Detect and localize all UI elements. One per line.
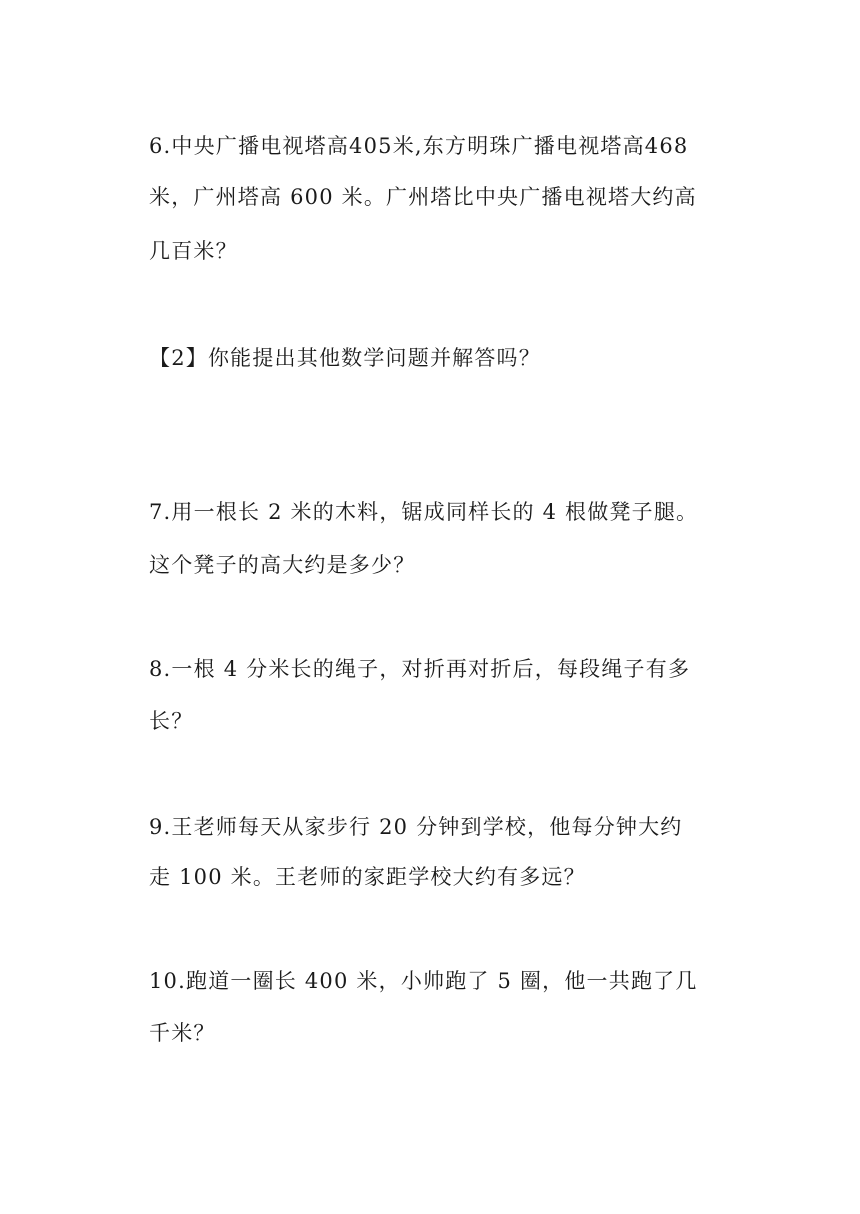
question-10-line-1: 10.跑道一圈长 400 米，小帅跑了 5 圈，他一共跑了几 [149,969,698,993]
question-6-line-3: 几百米？ [149,239,238,263]
question-9-line-2: 走 100 米。王老师的家距学校大约有多远？ [149,865,586,889]
question-10-line-2: 千米？ [149,1021,216,1045]
question-8-line-2: 长？ [149,709,194,733]
question-8-line-1: 8.一根 4 分米长的绳子，对折再对折后，每段绳子有多 [149,657,691,681]
question-9-line-1: 9.王老师每天从家步行 20 分钟到学校，他每分钟大约 [149,815,683,839]
question-6-line-2: 米，广州塔高 600 米。广州塔比中央广播电视塔大约高 [149,185,697,209]
question-7-line-2: 这个凳子的高大约是多少？ [149,553,416,577]
question-6-line-1: 6.中央广播电视塔高405米,东方明珠广播电视塔高468 [149,134,689,158]
question-6-followup: 【2】你能提出其他数学问题并解答吗？ [149,346,541,370]
question-7-line-1: 7.用一根长 2 米的木料，锯成同样长的 4 根做凳子腿。 [149,500,699,524]
